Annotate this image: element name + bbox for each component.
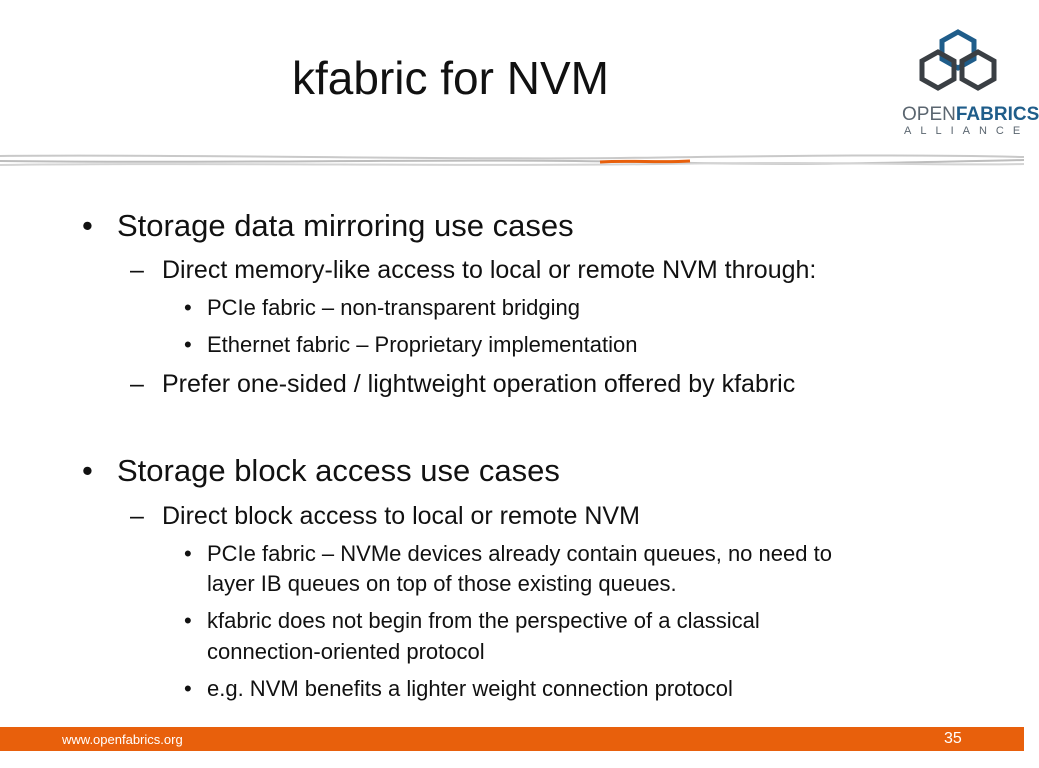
slide-title: kfabric for NVM — [292, 52, 609, 104]
dash-marker: – — [130, 370, 144, 398]
bullet-storage-block: Storage block access use cases — [117, 453, 560, 488]
footer-bar — [0, 727, 1024, 751]
bullet-marker: • — [184, 332, 192, 357]
page-number: 35 — [944, 730, 962, 747]
bullet-marker: • — [184, 541, 192, 566]
sub-sub-bullet-classical-cont: connection-oriented protocol — [207, 639, 485, 664]
sub-sub-bullet-lighter-weight: e.g. NVM benefits a lighter weight connection protocol — [207, 676, 733, 701]
sub-bullet-direct-block: Direct block access to local or remote NVM — [162, 502, 640, 530]
bullet-marker: • — [184, 295, 192, 320]
bullet-marker: • — [82, 208, 93, 243]
sub-bullet-direct-memory: Direct memory-like access to local or remote NVM through: — [162, 256, 817, 284]
footer-url: www.openfabrics.org — [62, 732, 183, 747]
sub-bullet-one-sided: Prefer one-sided / lightweight operation offered by kfabric — [162, 370, 796, 398]
dash-marker: – — [130, 502, 144, 530]
sub-sub-bullet-nvme-queues: PCIe fabric – NVMe devices already contain queues, no need to — [207, 541, 832, 566]
sub-sub-bullet-pcie-ntb: PCIe fabric – non-transparent bridging — [207, 295, 580, 320]
bullet-storage-mirroring: Storage data mirroring use cases — [117, 208, 574, 243]
sub-sub-bullet-ethernet: Ethernet fabric – Proprietary implementation — [207, 332, 638, 357]
logo-alliance: ALLIANCE — [904, 125, 1030, 137]
sub-sub-bullet-nvme-queues-cont: layer IB queues on top of those existing queues. — [207, 571, 677, 596]
bullet-marker: • — [82, 453, 93, 488]
logo-wordmark: OPENFABRICS — [902, 104, 1039, 125]
bullet-marker: • — [184, 608, 192, 633]
sub-sub-bullet-classical: kfabric does not begin from the perspective of a classical — [207, 608, 760, 633]
bullet-marker: • — [184, 676, 192, 701]
dash-marker: – — [130, 256, 144, 284]
